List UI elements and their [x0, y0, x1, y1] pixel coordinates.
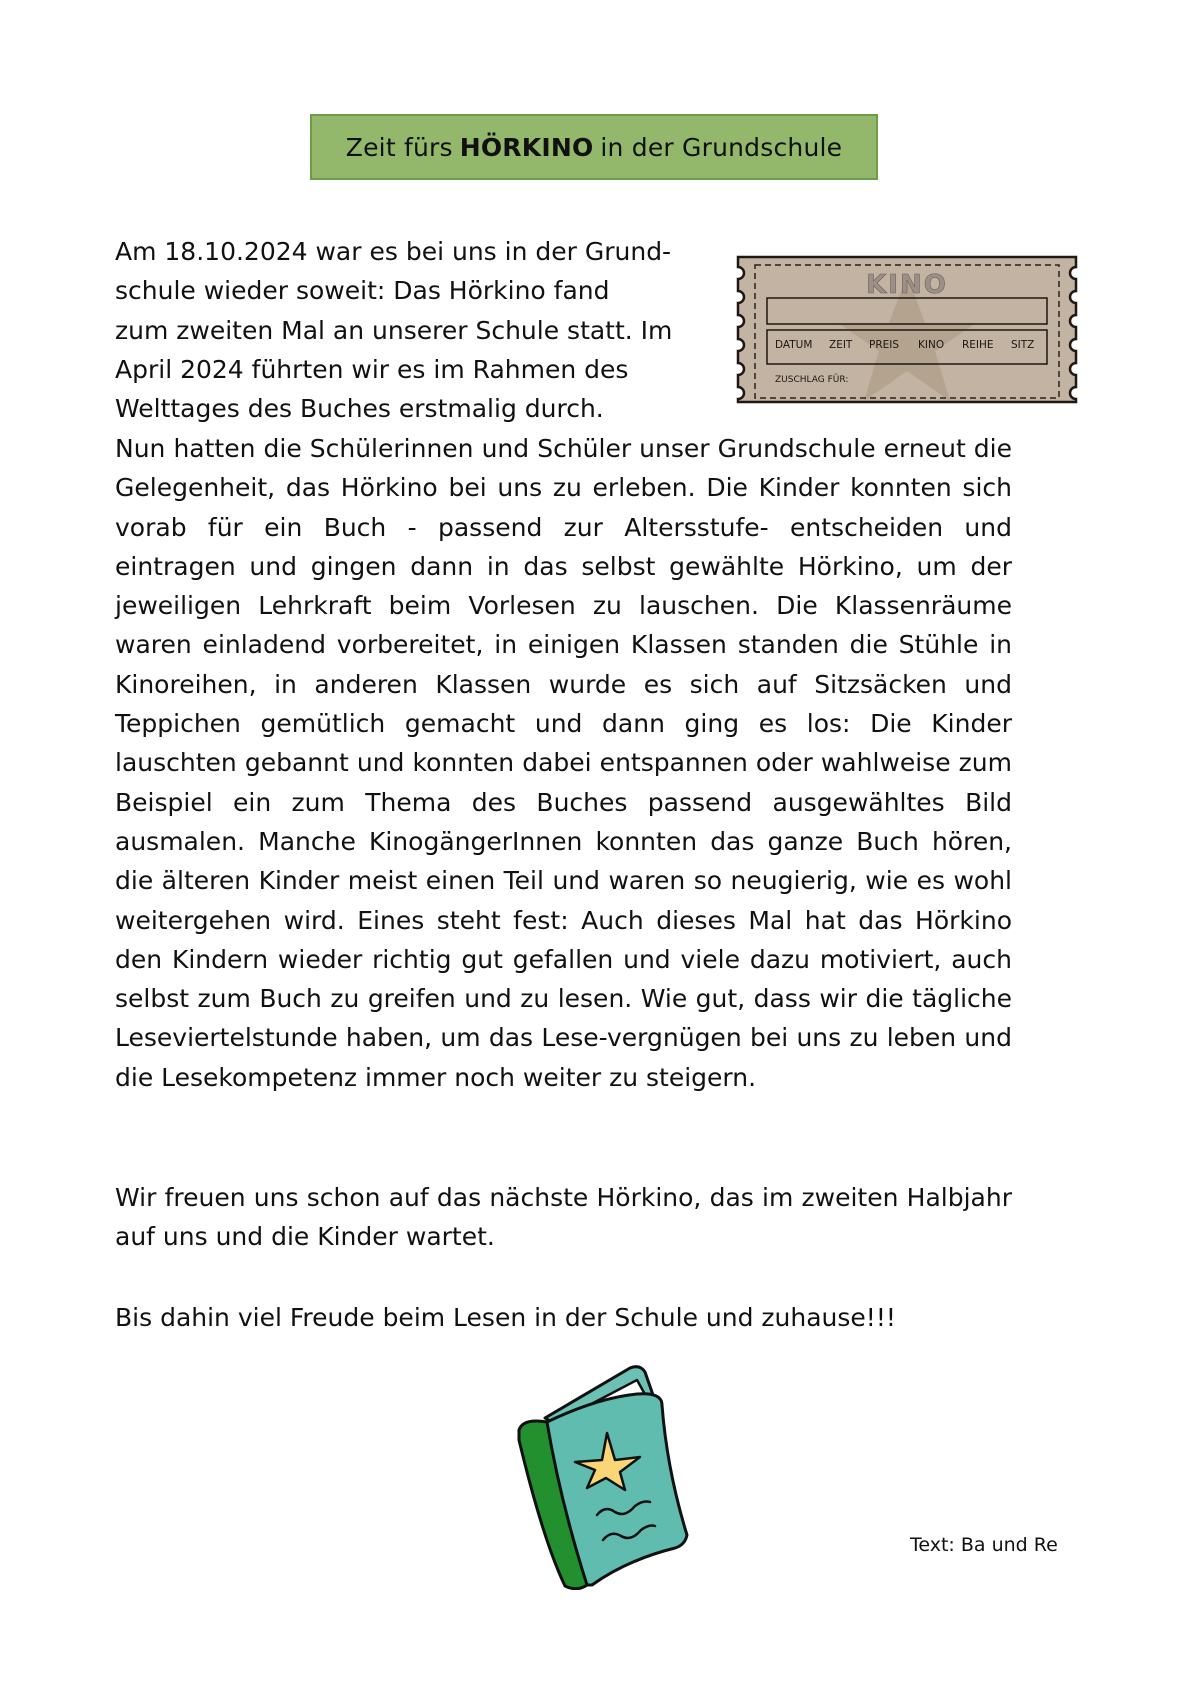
title-prefix: Zeit fürs — [345, 132, 453, 162]
ticket-field: ZEIT — [829, 339, 853, 351]
ticket-field: DATUM — [775, 339, 813, 351]
ticket-field: REIHE — [962, 339, 994, 351]
intro-line: April 2024 führten wir es im Rahmen des — [115, 354, 629, 384]
main-paragraph — [115, 429, 1012, 1097]
farewell-line — [115, 1298, 1012, 1337]
cinema-ticket-image — [736, 255, 1078, 404]
title-suffix: in der Grundschule — [600, 132, 843, 162]
farewell-text: Bis dahin viel Freude beim Lesen in der Schule und zuhause!!! — [115, 1303, 896, 1332]
closing-paragraph-text: Wir freuen uns schon auf das nächste Hörkino, das im zweiten Halbjahr auf uns und die Kinder wartet. — [115, 1183, 1012, 1252]
ticket-field: KINO — [918, 339, 945, 351]
title-bold: HÖRKINO — [459, 132, 594, 162]
closing-paragraph — [115, 1178, 1012, 1257]
intro-line: zum zweiten Mal an unserer Schule statt. Im — [115, 315, 673, 345]
intro-line: Welttages des Buches erstmalig durch. — [115, 394, 604, 424]
ticket-field: PREIS — [869, 339, 900, 351]
ticket-heading: KINO — [866, 270, 948, 300]
page-title — [310, 114, 878, 180]
book-icon — [505, 1360, 690, 1590]
main-paragraph-text: Nun hatten die Schülerinnen und Schüler unser Grundschule erneut die Gelegenheit, das Hörkino bei uns zu erleben. Die Kinder konnten sich vorab für ein Buch - passend zur Altersstufe- entscheiden und eintragen und gingen dann in das selbst gewählte Hörkino, um der jeweiligen Lehrkraft beim Vorlesen zu lauschen. Die Klassenräume waren einladend vorbereitet, in einigen Klassen standen die Stühle in Kinoreihen, in anderen Klassen wurde es sich auf Sitzsäcken und Teppichen gemütlich gemacht und dann ging es los: Die Kinder lauschten gebannt und konnten dabei entspannen oder wahlweise zum Beispiel ein zum Thema des Buches passend ausgewähltes Bild ausmalen. Manche KinogängerInnen konnten das ganze Buch hören, die älteren Kinder meist einen Teil und waren so neugierig, wie es wohl weitergehen wird. Eines steht fest: Auch dieses Mal hat das Hörkino den Kindern wieder richtig gut gefallen und viele dazu motiviert, auch selbst zum Buch zu greifen und zu lesen. Wie gut, dass wir die tägliche Leseviertelstunde haben, um das Lese-vergnügen bei uns zu leben und die Lesekompetenz immer noch weiter zu steigern. — [115, 434, 1012, 1092]
intro-line: Am 18.10.2024 war es bei uns in der Grund- — [115, 237, 672, 266]
intro-line: schule wieder soweit: Das Hörkino fand — [115, 276, 610, 306]
ticket-surcharge-label: ZUSCHLAG FÜR: — [775, 375, 849, 385]
ticket-field: SITZ — [1011, 339, 1035, 351]
intro-paragraph — [115, 232, 725, 428]
author-credit: Text: Ba und Re — [910, 1534, 1058, 1556]
